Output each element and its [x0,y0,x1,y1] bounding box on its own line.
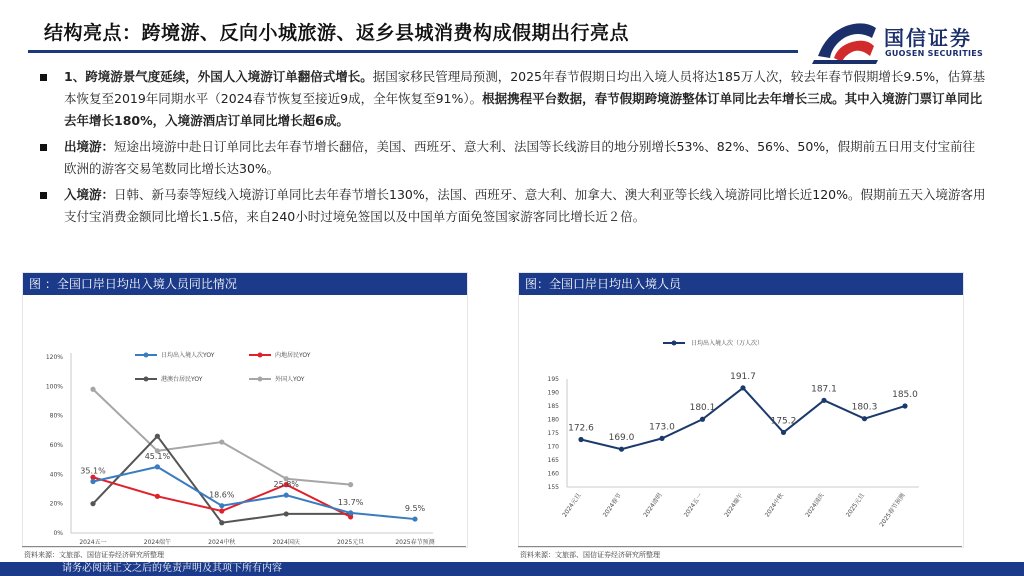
y-tick-label: 180 [547,416,559,424]
y-tick-label: 120% [45,354,63,361]
data-label: 13.7% [337,497,364,507]
y-tick-label: 195 [547,376,559,383]
y-tick-label: 160 [547,470,559,478]
x-tick-label: 2025春节预测 [878,492,907,529]
data-label: 172.6 [568,423,594,434]
y-tick-label: 155 [547,484,559,491]
y-tick-label: 185 [547,403,559,410]
left-chart-header: 图 ：全国口岸日均出入境人员同比情况 [23,273,467,295]
y-tick-label: 100% [45,383,63,391]
x-tick-label: 2024五一 [682,492,705,519]
y-tick-label: 60% [49,442,63,449]
x-tick-label: 2024端午 [143,539,172,545]
left-source-divider [22,546,466,547]
legend-marker [672,341,677,346]
data-point [412,516,417,521]
data-point [348,482,353,487]
square-bullet-icon [40,192,47,199]
data-point [90,387,95,392]
series-line [93,389,351,484]
x-tick-label: 2025元旦 [844,492,867,519]
data-point [90,501,95,506]
data-label: 187.1 [811,384,837,395]
data-label: 180.3 [851,402,878,413]
bullet-text: 1、跨境游景气度延续，外国人入境游订单翻倍式增长。 [64,69,373,84]
bullet-text: 据国家移民管理局预测，2025年春节假期日均出入境人员将达185万人次，较去年春节假期增长9.5%，估算基本恢复至2019年同期水平（2024春节恢复至接近9成，全年恢复至91%）。 [64,69,986,106]
data-point [219,508,224,513]
daily-traffic-line-chart [519,295,963,545]
data-label: 9.5% [404,504,426,514]
data-label: 35.1% [80,466,106,476]
data-point [219,520,224,525]
y-tick-label: 0% [53,530,63,537]
data-point [700,417,705,422]
legend-label: 内地居民YOY [275,352,311,359]
y-tick-label: 80% [49,412,63,420]
left-source-note: 资料来源：文旅部、国信证券经济研究所整理 [24,551,164,559]
title-divider [28,50,798,53]
bullet-text: 入境游： [64,187,115,202]
legend-label: 外国人YOY [275,376,305,383]
data-point [155,464,160,469]
legend-label: 日均出入境人次（万人次） [691,340,764,347]
legend-marker [144,353,149,358]
data-label: 175.2 [770,416,797,427]
page-title: 结构亮点：跨境游、反向小城旅游、返乡县城消费构成假期出行亮点 [44,22,630,44]
data-point [578,437,583,442]
legend-label: 日均出入境人次YOY [161,352,215,359]
y-tick-label: 20% [49,500,63,508]
bullet-item [36,66,986,132]
data-point [740,385,745,390]
y-tick-label: 175 [547,430,559,437]
square-bullet-icon [40,144,47,151]
x-tick-label: 2024端午 [723,492,745,519]
bullet-text: 根据携程平台数据，春节假期跨境游整体订单同比去年增长三成。其中入境游门票订单同比去年增长180%，入境游酒店订单同比增长超6成。 [64,91,983,128]
data-label: 185.0 [892,390,918,400]
data-point [155,434,160,439]
data-point [619,447,624,452]
bullet-text: 短途出境游中赴日订单同比去年春节增长翻倍，美国、西班牙、意大利、法国等长线游目的地分别增长53%、82%、56%、50%，假期前五日用支付宝前往欧洲的游客交易笔数同比增长达30%。 [64,139,976,176]
bullet-text: 出境游： [64,139,115,154]
x-tick-label: 2025元旦 [336,539,365,545]
x-tick-label: 2024国庆 [272,539,300,545]
bullet-text: 日韩、新马泰等短线入境游订单同比去年春节增长130%，法国、西班牙、意大利、加拿大、澳大利亚等长线入境游同比增长近120%。假期前五天入境游客用支付宝消费金额同比增长1.5倍，来自240小时过境免签国以及中国单方面免签国家游客同比增长近２倍。 [64,187,986,224]
data-point [821,398,826,403]
data-point [155,494,160,499]
data-label: 180.1 [689,403,716,414]
data-point [348,510,353,515]
yoy-line-chart [23,295,467,545]
right-source-divider [518,546,962,547]
y-tick-label: 190 [547,389,559,397]
data-point [902,403,907,408]
y-tick-label: 165 [547,457,559,464]
footer-bar [0,562,1024,576]
data-label: 45.1% [144,451,171,461]
right-source-note: 资料来源：文旅部、国信证券经济研究所整理 [520,551,660,559]
data-point [90,479,95,484]
data-point [284,493,289,498]
data-point [659,436,664,441]
x-tick-label: 2024春节 [601,492,624,519]
bullet-item [36,184,986,228]
data-label: 18.6% [209,490,235,500]
data-point [284,511,289,516]
data-point [219,439,224,444]
legend-marker [258,353,263,358]
data-label: 173.0 [649,422,675,433]
legend-marker [258,377,263,382]
x-tick-label: 2024中秋 [208,539,236,545]
x-tick-label: 2024元旦 [561,492,583,519]
bullet-list [36,66,986,232]
bullet-item [36,136,986,180]
square-bullet-icon [40,74,47,81]
logo-text-en: GUOSEN SECURITIES [885,49,984,58]
right-chart-panel [518,272,964,548]
legend-marker [144,377,149,382]
data-point [862,416,867,421]
left-chart-panel [22,272,468,548]
series-line [93,467,415,519]
x-tick-label: 2024国庆 [804,492,826,519]
x-tick-label: 2024清明 [642,492,664,519]
x-tick-label: 2024五一 [79,539,107,545]
data-label: 25.8% [273,480,299,490]
x-tick-label: 2024中秋 [763,492,786,519]
data-point [781,430,786,435]
y-tick-label: 40% [49,471,63,479]
footer-disclaimer: 请务必阅读正文之后的免责声明及其项下所有内容 [62,563,282,574]
x-tick-label: 2025春节预测 [395,539,435,545]
data-point [219,503,224,508]
y-tick-label: 170 [547,443,559,451]
data-label: 169.0 [608,433,635,444]
data-label: 191.7 [730,371,756,382]
logo-text-cn: 国信证券 [884,26,972,50]
legend-label: 港澳台居民YOY [161,376,203,383]
right-chart-header: 图：全国口岸日均出入境人员 [519,273,963,295]
